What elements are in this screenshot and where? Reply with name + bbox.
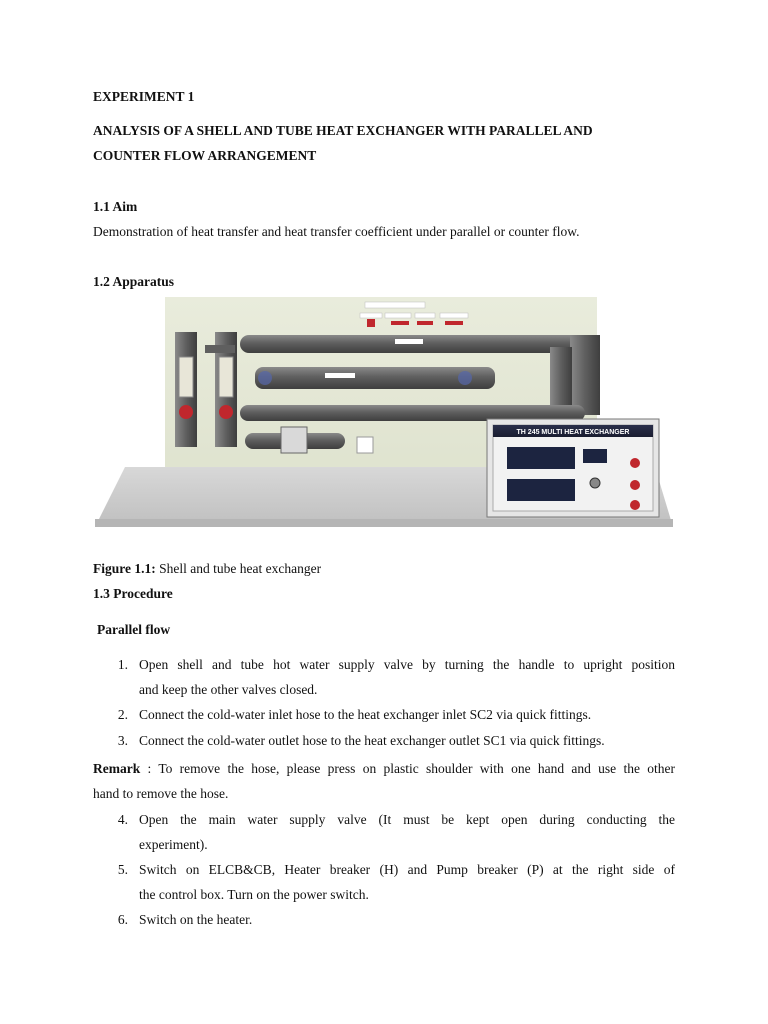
procedure-heading: 1.3 Procedure [93, 586, 173, 601]
apparatus-heading: 1.2 Apparatus [93, 274, 175, 289]
step-number: 4. [117, 812, 128, 827]
step-text-cont: the control box. Turn on the power switch. [139, 887, 369, 902]
step-text: Connect the cold-water outlet hose to the heat exchanger outlet SC1 via quick fittings. [139, 733, 605, 748]
step-text: Switch on the heater. [139, 912, 253, 927]
step-text-cont: and keep the other valves closed. [139, 682, 318, 697]
step-text-cont: experiment). [139, 837, 208, 852]
aim-text: Demonstration of heat transfer and heat transfer coefficient under parallel or counter flow. [93, 224, 580, 239]
title-line-2: COUNTER FLOW ARRANGEMENT [93, 148, 317, 163]
figure-caption-text: Shell and tube heat exchanger [155, 561, 322, 576]
parallel-flow-heading: Parallel flow [97, 622, 171, 637]
panel-title: TH 245 MULTI HEAT EXCHANGER [516, 429, 630, 436]
title-line-1: ANALYSIS OF A SHELL AND TUBE HEAT EXCHANGER WITH PARALLEL AND [93, 123, 593, 138]
step-text: Connect the cold-water inlet hose to the heat exchanger inlet SC2 via quick fittings. [139, 707, 592, 722]
remark-text-cont: hand to remove the hose. [93, 786, 229, 801]
step-number: 6. [117, 912, 128, 927]
step-number: 3. [117, 733, 128, 748]
apparatus-photo [95, 297, 673, 527]
figure-label: Figure 1.1: [93, 561, 156, 576]
aim-heading: 1.1 Aim [93, 199, 138, 214]
step-number: 2. [117, 707, 128, 722]
experiment-label: EXPERIMENT 1 [93, 89, 195, 104]
step-number: 5. [117, 862, 128, 877]
step-text: Open shell and tube hot water supply valve by turning the handle to upright position [139, 657, 675, 672]
figure-caption [93, 561, 321, 577]
step-text: Open the main water supply valve (It must be kept open during conducting the [139, 812, 675, 827]
remark-text: : To remove the hose, please press on plastic shoulder with one hand and use the other [140, 761, 675, 776]
step-text: Switch on ELCB&CB, Heater breaker (H) and Pump breaker (P) at the right side of [139, 862, 675, 877]
remark [93, 761, 675, 777]
remark-label: Remark [93, 761, 141, 776]
step-number: 1. [117, 657, 128, 672]
